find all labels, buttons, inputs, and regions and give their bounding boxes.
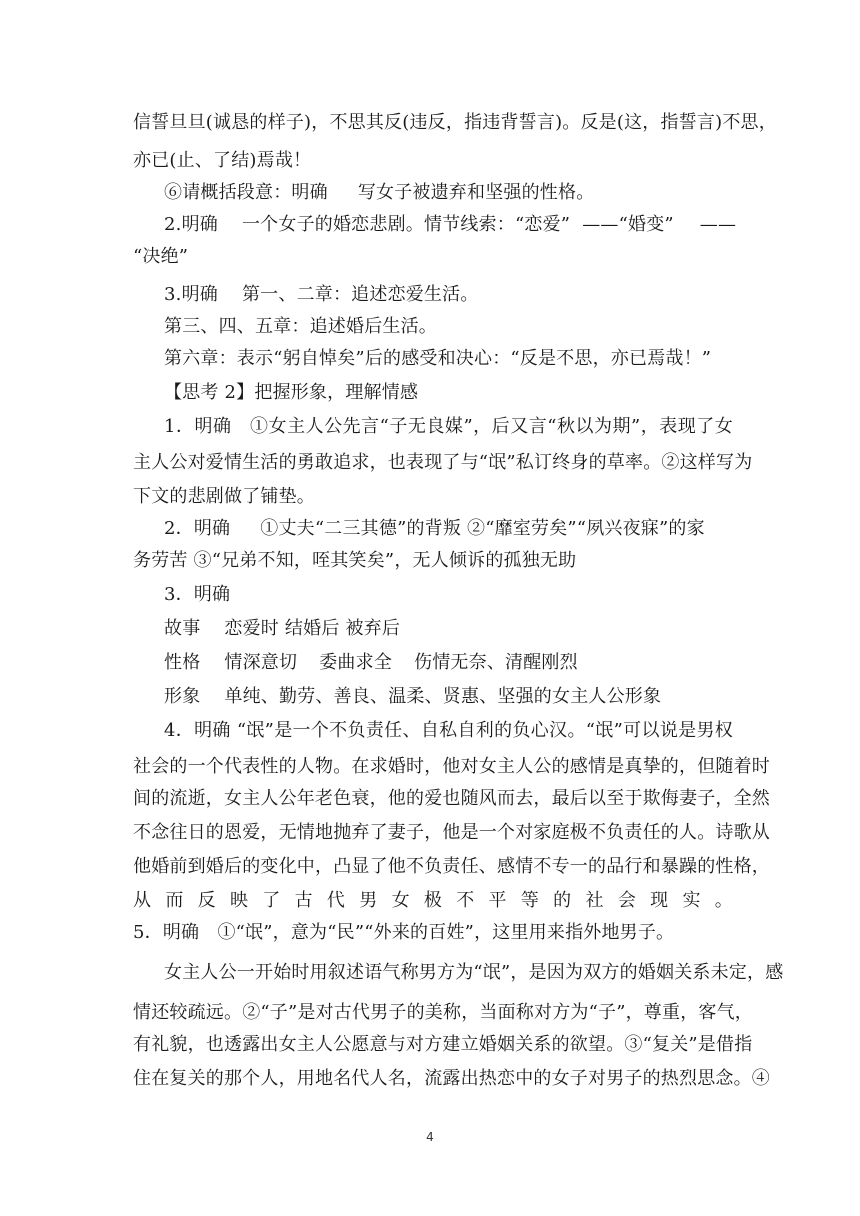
text-line: 第六章：表示“躬自悼矣”后的感受和决心：“反是不思，亦已焉哉！”	[164, 348, 712, 369]
row-value: 单纯、勤劳、善良、温柔、贤惠、坚强的女主人公形象	[224, 686, 662, 707]
answer-text: 第一、二章：追述恋爱生活。	[241, 284, 479, 305]
table-row	[164, 686, 733, 708]
text-line: 他婚前到婚后的变化中，凸显了他不负责任、感情不专一的品行和暴躁的性格，	[133, 856, 770, 877]
answer-label: ⑥请概括段意：明确	[164, 182, 328, 203]
table-row	[164, 618, 733, 640]
text-line	[164, 518, 733, 540]
answer-label: 2．明确	[164, 518, 231, 539]
answer-text: ——“婚变”	[582, 214, 674, 235]
answer-text: 写女子被遗弃和坚强的性格。	[357, 182, 595, 203]
text-line: 3．明确	[164, 584, 231, 605]
answer-label: 2.明确	[164, 214, 218, 235]
table-row	[164, 652, 733, 674]
row-label: 性格	[164, 652, 201, 673]
text-line: 下文的悲剧做了铺垫。	[133, 486, 315, 507]
text-line: 第三、四、五章：追述婚后生活。	[164, 316, 437, 337]
answer-text: 一个女子的婚恋悲剧。情节线索：“恋爱”	[241, 214, 571, 235]
text-line: 信誓旦旦(诚恳的样子)，不思其反(违反，指违背誓言)。反是(这，指誓言)不思，	[133, 112, 777, 133]
row-value: 情深意切	[224, 652, 298, 673]
text-line: “决绝”	[133, 246, 189, 267]
text-line	[164, 214, 737, 236]
text-line: 女主人公一开始时用叙述语气称男方为“氓”，是因为双方的婚姻关系未定，感	[164, 962, 784, 983]
text-line	[164, 182, 733, 204]
section-heading: 【思考 2】把握形象，理解情感	[164, 382, 419, 403]
row-label: 形象	[164, 686, 201, 707]
row-value: 委曲求全	[319, 652, 393, 673]
text-line: 从而反映了古代男女极不平等的社会现实。	[133, 890, 733, 911]
text-line: 不念往日的恩爱，无情地抛弃了妻子，他是一个对家庭极不负责任的人。诗歌从	[133, 822, 770, 843]
text-line: 间的流逝，女主人公年老色衰，他的爱也随风而去，最后以至于欺侮妻子，全然	[133, 788, 770, 809]
text-line: 主人公对爱情生活的勇敢追求，也表现了与“氓”私订终身的草率。②这样写为	[133, 452, 753, 473]
row-value: 恋爱时 结婚后 被弃后	[224, 618, 401, 639]
text-line: 1．明确 ①女主人公先言“子无良媒”，后又言“秋以为期”，表现了女	[164, 416, 733, 437]
text-line: 亦已(止、了结)焉哉！	[133, 150, 312, 171]
text-line: 5．明确 ①“氓”，意为“民”“外来的百姓”，这里用来指外地男子。	[133, 922, 675, 943]
answer-text: ①丈夫“二三其德”的背叛 ②“靡室劳矣”“夙兴夜寐”的家	[260, 518, 705, 539]
text-line: 住在复关的那个人，用地名代人名，流露出热恋中的女子对男子的热烈思念。④	[133, 1068, 770, 1089]
text-line	[164, 284, 733, 306]
text-line: 有礼貌，也透露出女主人公愿意与对方建立婚姻关系的欲望。③“复关”是借指	[133, 1034, 753, 1055]
text-line: 务劳苦 ③“兄弟不知，咥其笑矣”，无人倾诉的孤独无助	[133, 550, 577, 571]
page-number: 4	[426, 1130, 434, 1144]
text-line: 情还较疏远。②“子”是对古代男子的美称，当面称对方为“子”，尊重，客气，	[133, 1002, 754, 1023]
row-value: 伤情无奈、清醒刚烈	[414, 652, 578, 673]
answer-text: ——	[699, 214, 737, 235]
row-label: 故事	[164, 618, 201, 639]
answer-label: 3.明确	[164, 284, 218, 305]
text-line: 4．明确 “氓”是一个不负责任、自私自利的负心汉。“氓”可以说是男权	[164, 720, 733, 741]
text-line: 社会的一个代表性的人物。在求婚时，他对女主人公的感情是真挚的，但随着时	[133, 756, 770, 777]
